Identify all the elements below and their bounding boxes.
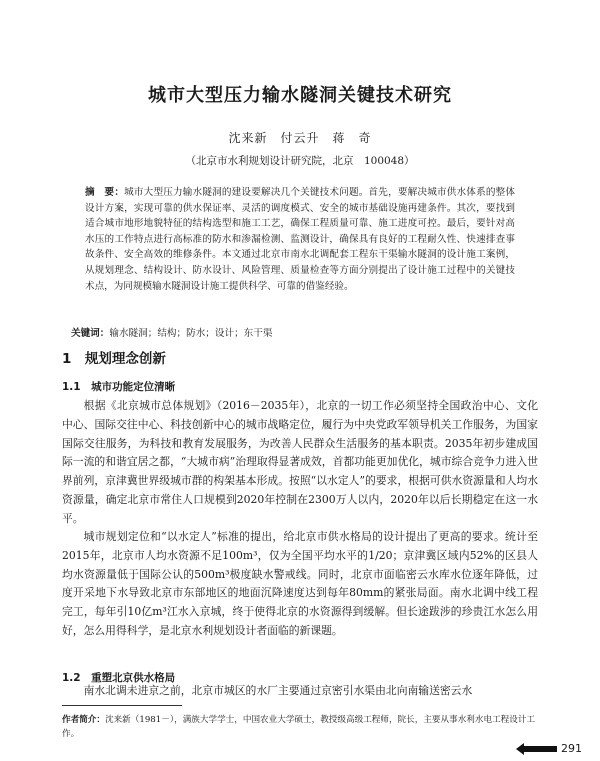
section-heading-1-2: 1.2 重塑北京供水格局 (62, 672, 176, 684)
page-number: 291 (561, 742, 582, 755)
body-paragraph-3: 南水北调未进京之前，北京市城区的水厂主要通过京密引水渠由北向南输送密云水 (83, 684, 473, 697)
footnote-text: 沈来新（1981－），满族大学学士，中国农业大学硕士，教授级高级工程师，院长，主要从事水利水电工程设计工作。 (62, 715, 536, 739)
footnote-rule (62, 705, 182, 706)
abstract (85, 185, 515, 294)
section-heading-1: 1 规划理念创新 (62, 351, 166, 367)
keywords (71, 327, 531, 341)
section-heading-1-1: 1.1 城市功能定位清晰 (62, 381, 176, 393)
abstract-text: 城市大型压力输水隧洞的建设要解决几个关键技术问题。首先，要解决城市供水体系的整体设计方案，实现可靠的供水保证率、灵活的调度模式、安全的城市基础设施再建条件。其次，要找到适合城市地形地貌特征的结构选型和施工工艺，确保工程质量可靠、施工进度可控。最后，要针对高水压的工作特点进行高标准的防水和渗漏检测、监测设计，确保具有良好的工程耐久性、快速排查事故条件、安全高效的维修条件。本文通过北京市南水北调配套工程东干渠输水隧洞的设计施工案例，从规划理念、结构设计、防水设计、风险管理、质量检查等方面分别提出了设计施工过程中的关键技术点，为同规模输水隧洞设计施工提供科学、可靠的借鉴经验。 (85, 187, 516, 292)
page-arrow-icon (523, 746, 557, 752)
abstract-label: 摘 要： (85, 187, 125, 198)
affiliation: （北京市水利规划设计研究院，北京 100048） (185, 155, 415, 167)
author-footnote (62, 713, 538, 741)
body-paragraph-1: 根据《北京城市总体规划》（2016－2035年），北京的一切工作必须坚持全国政治中心、文化中心、国际交往中心、科技创新中心的城市战略定位，履行为中央党政军领导机关工作服务，为国家国际交往服务，为科技和教育发展服务，为改善人民群众生活服务的基本职责。2035年初步建成国际一流的和谐宜居之都，“大城市病”治理取得显著成效，首都功能更加优化，城市综合竞争力进入世界前列，京津冀世界级城市群的构架基本形成。按照“以水定人”的要求，根据可供水资源量和人均水资源量，确定北京市常住人口规模到2020年控制在2300万人以内，2020年以后长期稳定在这一水平。 (62, 399, 538, 525)
footnote-label: 作者简介： (62, 715, 105, 725)
keywords-text: 输水隧洞；结构；防水；设计；东干渠 (109, 328, 273, 339)
keywords-label: 关键词： (71, 328, 110, 339)
authors: 沈来新 付云升 蒋 奇 (228, 131, 372, 145)
page-footer (523, 742, 582, 755)
paper-title: 城市大型压力输水隧洞关键技术研究 (148, 85, 452, 106)
body-paragraph-2: 城市规划定位和“以水定人”标准的提出，给北京市供水格局的设计提出了更高的要求。统计至2015年，北京市人均水资源不足100m³，仅为全国平均水平的1/20；京津冀区域内52%的区县人均水资源量低于国际公认的500m³极度缺水警戒线。同时，北京市面临密云水库水位逐年降低，过度开采地下水导致北京市东部地区的地面沉降速度达到每年80mm的紧张局面。南水北调中线工程完工，每年引10亿m³江水入京城，终于使得北京的水资源得到缓解。但长途跋涉的珍贵江水怎么用好，怎么用得科学，是北京水利规划设计者面临的新课题。 (62, 530, 538, 637)
